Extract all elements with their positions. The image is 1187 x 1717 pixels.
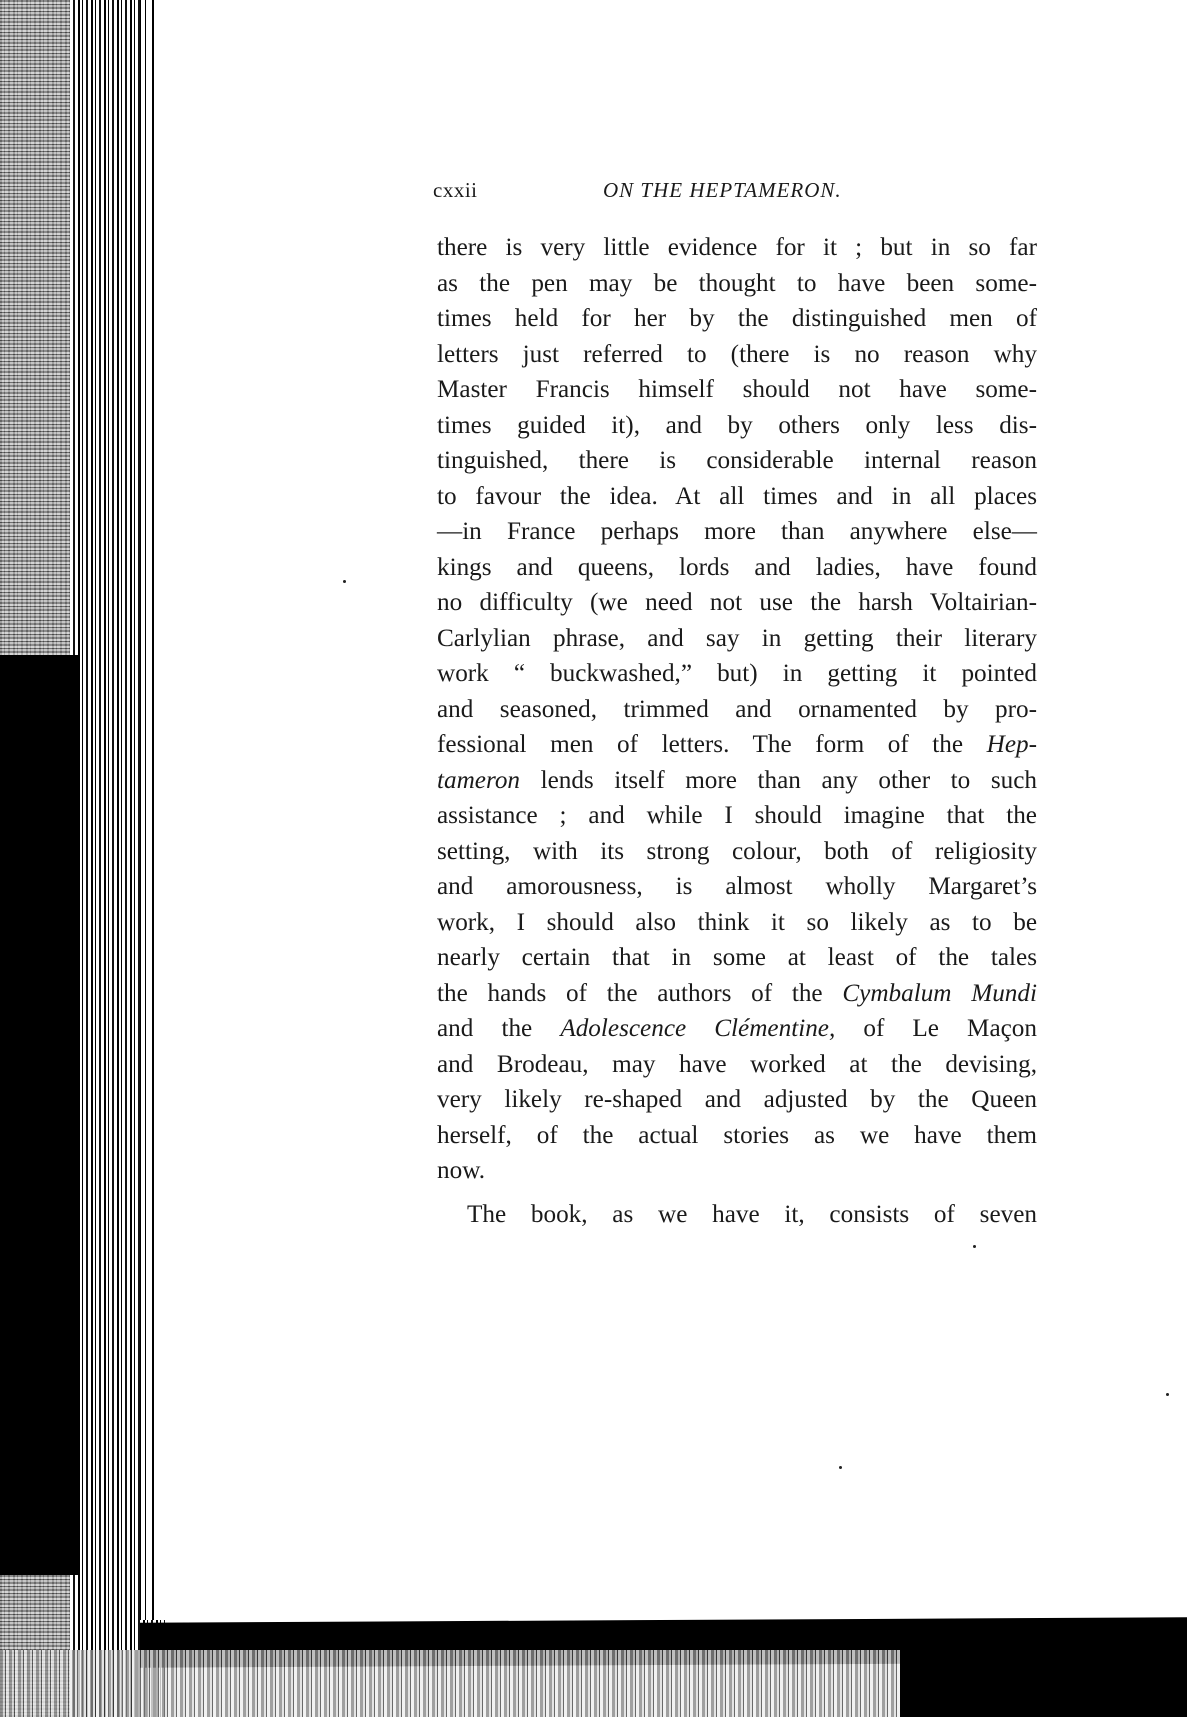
running-title: ON THE HEPTAMERON. — [603, 178, 842, 202]
text-line: to favour the idea. At all times and in all places — [437, 482, 1037, 510]
text-line: —in France perhaps more than anywhere else— — [437, 518, 1037, 545]
scan-speck — [343, 580, 346, 583]
text-line: The book, as we have it, consists of seven — [467, 1200, 1037, 1228]
text-run: of Le Maçon — [835, 1015, 1037, 1042]
text-line: herself, of the actual stories as we have them — [437, 1121, 1037, 1149]
page-edges — [140, 0, 165, 1620]
text-line: Master Francis himself should not have some- — [437, 376, 1037, 403]
scan-speck — [973, 1245, 976, 1248]
text-line: as the pen may be thought to have been some- — [437, 269, 1037, 297]
text-line: work “ buckwashed,” but) in getting it pointed — [437, 660, 1037, 687]
text-line: nearly certain that in some at least of the tales — [437, 944, 1037, 971]
text-run: and the — [437, 1015, 561, 1042]
text-line: and amorousness, is almost wholly Margaret’s — [437, 873, 1037, 900]
text-line: times held for her by the distinguished men of — [437, 305, 1037, 332]
text-line-mixed — [437, 763, 1037, 799]
text-line: setting, with its strong colour, both of religiosity — [437, 837, 1037, 865]
body-text — [437, 230, 1037, 1232]
text-line: Carlylian phrase, and say in getting their literary — [437, 624, 1037, 652]
text-line: very likely re-shaped and adjusted by the Queen — [437, 1086, 1037, 1113]
scan-corner-shadow — [900, 1640, 1187, 1717]
text-line: no difficulty (we need not use the harsh Voltairian- — [437, 589, 1037, 616]
text-line-mixed — [437, 1011, 1037, 1047]
scan-bottom-noise — [0, 1650, 920, 1717]
italic-title: Adolescence Clémentine, — [560, 1015, 836, 1042]
text-line: kings and queens, lords and ladies, have found — [437, 553, 1037, 581]
text-line-mixed — [437, 727, 1037, 763]
text-line: and Brodeau, may have worked at the devising, — [437, 1050, 1037, 1078]
running-head — [433, 178, 1038, 208]
text-line: there is very little evidence for it ; but in so far — [437, 234, 1037, 261]
text-line: tinguished, there is considerable internal reason — [437, 447, 1037, 474]
text-line-mixed — [437, 976, 1037, 1012]
italic-title: Cymbalum Mundi — [842, 979, 1037, 1007]
text-line: letters just referred to (there is no reason why — [437, 340, 1037, 368]
gutter-dark-region — [0, 655, 80, 1575]
italic-title: Hep- — [986, 731, 1037, 758]
paragraph-gap — [437, 1189, 1037, 1197]
text-line: times guided it), and by others only less dis- — [437, 411, 1037, 439]
text-run: the hands of the authors of the — [437, 979, 843, 1007]
scan-speck — [1166, 1393, 1169, 1396]
text-run: fessional men of letters. The form of the — [437, 731, 987, 758]
scan-speck — [839, 1466, 842, 1469]
italic-title: tameron — [437, 766, 521, 794]
text-line: assistance ; and while I should imagine that the — [437, 802, 1037, 829]
text-run: lends itself more than any other to such — [520, 766, 1037, 794]
text-line: now. — [437, 1157, 486, 1184]
text-line: and seasoned, trimmed and ornamented by pro- — [437, 695, 1037, 723]
text-line: work, I should also think it so likely as to be — [437, 908, 1037, 936]
page-number: cxxii — [433, 178, 478, 202]
